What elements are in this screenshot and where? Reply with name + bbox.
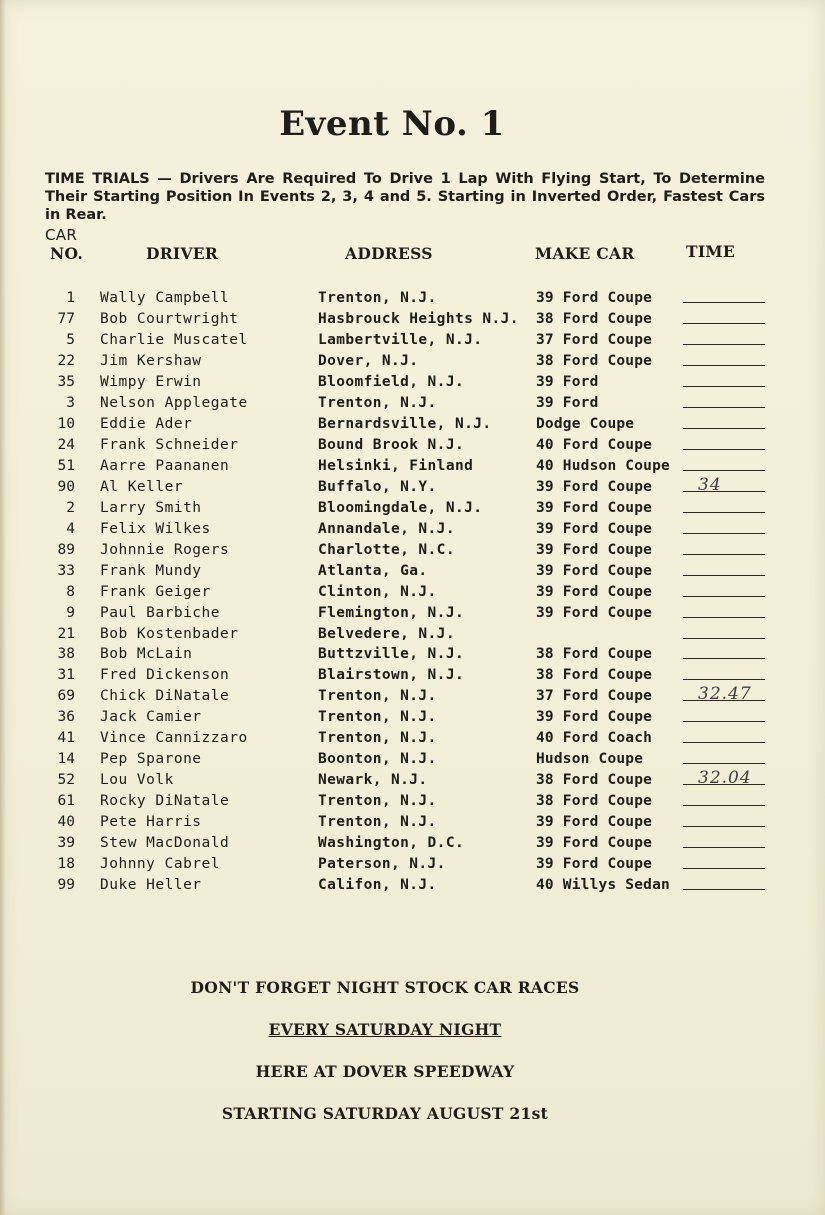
time-blank-line: [683, 449, 765, 450]
table-row: [0, 415, 825, 436]
car-number: 40: [57, 814, 75, 831]
table-row: [0, 768, 825, 792]
car-make: 39 Ford Coupe: [536, 835, 653, 852]
time-blank-line: [683, 470, 765, 471]
time-blank-line: [683, 428, 765, 429]
driver-name: Aarre Paananen: [100, 457, 230, 474]
driver-address: Belvedere, N.J.: [318, 625, 455, 642]
time-blank-line: [683, 344, 765, 345]
driver-address: Bloomingdale, N.J.: [318, 499, 483, 516]
car-make: 38 Ford Coupe: [536, 646, 653, 663]
car-make: Hudson Coupe: [536, 751, 644, 768]
handwritten-time: 32.47: [698, 684, 752, 705]
driver-name: Chick DiNatale: [100, 688, 230, 705]
time-blank-line: [683, 617, 765, 618]
driver-name: Vince Cannizzaro: [100, 730, 248, 747]
table-row: [0, 289, 825, 310]
header-no: NO.: [50, 244, 84, 263]
driver-address: Buffalo, N.Y.: [318, 478, 437, 495]
car-number: 99: [57, 877, 75, 894]
driver-address: Trenton, N.J.: [318, 394, 437, 411]
time-blank-line: [683, 847, 765, 848]
table-row: [0, 373, 825, 394]
car-make: 39 Ford Coupe: [536, 290, 653, 306]
driver-name: Lou Volk: [100, 772, 174, 789]
car-make: 39 Ford Coupe: [536, 856, 653, 873]
car-number: 9: [66, 604, 75, 621]
time-blank-line: [683, 742, 765, 743]
driver-name: Johnnie Rogers: [100, 541, 230, 558]
driver-address: Helsinki, Finland: [318, 457, 474, 474]
car-number: 10: [57, 415, 75, 432]
table-row: [0, 604, 825, 625]
car-make: 39 Ford: [536, 373, 599, 390]
time-blank-line: [683, 407, 765, 408]
time-blank-line: [683, 365, 765, 366]
car-number: 61: [57, 793, 75, 810]
footer-line-2: EVERY SATURDAY NIGHT: [268, 1020, 502, 1039]
car-make: 40 Ford Coupe: [536, 436, 653, 453]
car-make: 40 Ford Coach: [536, 730, 653, 747]
driver-address: Newark, N.J.: [318, 772, 428, 789]
car-make: 40 Hudson Coupe: [536, 457, 670, 474]
driver-address: Buttzville, N.J.: [318, 646, 465, 663]
driver-name: Felix Wilkes: [100, 520, 211, 537]
car-make: 38 Ford Coupe: [536, 667, 653, 684]
time-blank-line: [683, 763, 765, 764]
car-number: 33: [57, 562, 75, 579]
driver-address: Trenton, N.J.: [318, 814, 437, 831]
car-number: 18: [57, 856, 75, 873]
car-number: 35: [57, 373, 75, 390]
driver-address: Paterson, N.J.: [318, 856, 446, 873]
time-blank-line: [683, 512, 765, 513]
driver-address: Flemington, N.J.: [318, 604, 465, 621]
car-number: 5: [66, 331, 75, 348]
table-row: [0, 583, 825, 604]
car-make: 39 Ford Coupe: [536, 541, 653, 558]
event-title: Event No. 1: [279, 104, 505, 144]
car-number: 24: [57, 436, 75, 453]
table-row: [0, 562, 825, 583]
driver-name: Frank Mundy: [100, 562, 202, 579]
footer-line-1: DON'T FORGET NIGHT STOCK CAR RACES: [190, 978, 580, 997]
driver-name: Wally Campbell: [100, 290, 230, 306]
time-trials-instructions: TIME TRIALS — Drivers Are Required To Drive 1 Lap With Flying Start, To Determine Their Starting Position In Events 2, 3, 4 and 5. Starting in Inverted Order, Fastest Cars in Rear.: [45, 171, 765, 223]
car-make: 39 Ford Coupe: [536, 478, 653, 495]
table-row: [0, 855, 825, 876]
handwritten-time: 32.04: [698, 768, 752, 789]
driver-name: Bob McLain: [100, 646, 193, 663]
car-make: 39 Ford Coupe: [536, 520, 653, 537]
driver-name: Johnny Cabrel: [100, 856, 220, 873]
driver-name: Wimpy Erwin: [100, 373, 202, 390]
driver-address: Trenton, N.J.: [318, 730, 437, 747]
driver-name: Fred Dickenson: [100, 667, 230, 684]
driver-name: Stew MacDonald: [100, 835, 230, 852]
table-row: [0, 625, 825, 646]
car-make: 40 Willys Sedan: [536, 877, 670, 894]
footer-line-4: STARTING SATURDAY AUGUST 21st: [221, 1104, 549, 1123]
driver-name: Charlie Muscatel: [100, 331, 248, 348]
car-make: 37 Ford Coupe: [536, 688, 653, 705]
car-make: 38 Ford Coupe: [536, 793, 653, 810]
table-row: [0, 520, 825, 541]
driver-address: Trenton, N.J.: [318, 290, 437, 306]
time-blank-line: [683, 596, 765, 597]
table-row: [0, 729, 825, 750]
table-row: [0, 792, 825, 813]
driver-name: Rocky DiNatale: [100, 793, 230, 810]
car-number: 31: [57, 667, 75, 684]
driver-name: Nelson Applegate: [100, 394, 248, 411]
car-number: 14: [57, 751, 75, 768]
driver-address: Hasbrouck Heights N.J.: [318, 310, 519, 327]
time-blank-line: [683, 826, 765, 827]
driver-name: Eddie Ader: [100, 415, 193, 432]
time-blank-line: [683, 679, 765, 680]
car-number: 38: [57, 646, 75, 663]
time-blank-line: [683, 658, 765, 659]
driver-address: Bound Brook N.J.: [318, 436, 465, 453]
driver-address: Dover, N.J.: [318, 352, 419, 369]
car-number: 69: [57, 688, 75, 705]
driver-name: Jim Kershaw: [100, 352, 202, 369]
table-row: [0, 499, 825, 520]
car-make: 38 Ford Coupe: [536, 772, 653, 789]
time-blank-line: [683, 868, 765, 869]
car-make: 39 Ford Coupe: [536, 499, 653, 516]
driver-name: Bob Kostenbader: [100, 625, 239, 642]
car-number: 36: [57, 709, 75, 726]
car-number: 3: [66, 394, 75, 411]
driver-address: Annandale, N.J.: [318, 520, 455, 537]
table-row: [0, 331, 825, 352]
driver-name: Frank Geiger: [100, 583, 211, 600]
car-number: 77: [57, 310, 75, 327]
time-blank-line: [683, 554, 765, 555]
driver-address: Bernardsville, N.J.: [318, 415, 492, 432]
header-address: ADDRESS: [345, 244, 433, 263]
car-make: 39 Ford Coupe: [536, 604, 653, 621]
car-number: 41: [57, 730, 75, 747]
car-make: 39 Ford Coupe: [536, 814, 653, 831]
time-blank-line: [683, 721, 765, 722]
entry-list: [0, 289, 825, 897]
table-row: [0, 541, 825, 562]
car-make: Dodge Coupe: [536, 415, 635, 432]
time-blank-line: [683, 491, 765, 492]
time-blank-line: [683, 889, 765, 890]
driver-address: Califon, N.J.: [318, 877, 437, 894]
driver-address: Trenton, N.J.: [318, 793, 437, 810]
time-blank-line: [683, 386, 765, 387]
driver-name: Duke Heller: [100, 877, 202, 894]
car-make: 39 Ford: [536, 394, 599, 411]
driver-name: Paul Barbiche: [100, 604, 220, 621]
driver-name: Larry Smith: [100, 499, 202, 516]
car-number: 8: [66, 583, 75, 600]
driver-name: Pep Sparone: [100, 751, 202, 768]
car-make: 38 Ford Coupe: [536, 310, 653, 327]
car-number: 52: [57, 772, 75, 789]
time-blank-line: [683, 302, 765, 303]
car-number: 51: [57, 457, 75, 474]
driver-name: Pete Harris: [100, 814, 202, 831]
time-blank-line: [683, 638, 765, 639]
table-row: [0, 310, 825, 331]
table-row: [0, 876, 825, 897]
time-blank-line: [683, 805, 765, 806]
footer-line-3: HERE AT DOVER SPEEDWAY: [255, 1062, 515, 1081]
driver-address: Clinton, N.J.: [318, 583, 437, 600]
driver-address: Boonton, N.J.: [318, 751, 437, 768]
car-number: 1: [66, 290, 75, 306]
driver-address: Atlanta, Ga.: [318, 562, 428, 579]
car-make: 39 Ford Coupe: [536, 562, 653, 579]
car-number: 2: [66, 499, 75, 516]
car-make: 39 Ford Coupe: [536, 583, 653, 600]
table-row: [0, 352, 825, 373]
header-driver: DRIVER: [146, 244, 219, 263]
car-number: 89: [57, 541, 75, 558]
car-make: 39 Ford Coupe: [536, 709, 653, 726]
driver-name: Al Keller: [100, 478, 184, 495]
car-number: 22: [57, 352, 75, 369]
table-row: [0, 813, 825, 834]
table-row: [0, 474, 825, 499]
table-row: [0, 684, 825, 708]
driver-name: Bob Courtwright: [100, 310, 239, 327]
time-blank-line: [683, 323, 765, 324]
driver-name: Frank Schneider: [100, 436, 239, 453]
driver-address: Washington, D.C.: [318, 835, 465, 852]
car-number: 39: [57, 835, 75, 852]
driver-address: Bloomfield, N.J.: [318, 373, 465, 390]
car-number: 4: [66, 520, 75, 537]
header-make-car: MAKE CAR: [535, 244, 635, 263]
table-row: [0, 834, 825, 855]
header-time: TIME: [686, 242, 735, 261]
driver-address: Lambertville, N.J.: [318, 331, 483, 348]
car-make: 38 Ford Coupe: [536, 352, 653, 369]
driver-name: Jack Camier: [100, 709, 202, 726]
handwritten-time: 34: [698, 474, 722, 495]
driver-address: Blairstown, N.J.: [318, 667, 465, 684]
car-number: 90: [57, 478, 75, 495]
table-row: [0, 645, 825, 666]
table-row: [0, 394, 825, 415]
driver-address: Trenton, N.J.: [318, 709, 437, 726]
car-number: 21: [57, 625, 75, 642]
driver-address: Trenton, N.J.: [318, 688, 437, 705]
time-blank-line: [683, 575, 765, 576]
header-car: CAR: [45, 226, 78, 244]
time-blank-line: [683, 533, 765, 534]
driver-address: Charlotte, N.C.: [318, 541, 455, 558]
table-row: [0, 708, 825, 729]
car-make: 37 Ford Coupe: [536, 331, 653, 348]
table-row: [0, 436, 825, 457]
